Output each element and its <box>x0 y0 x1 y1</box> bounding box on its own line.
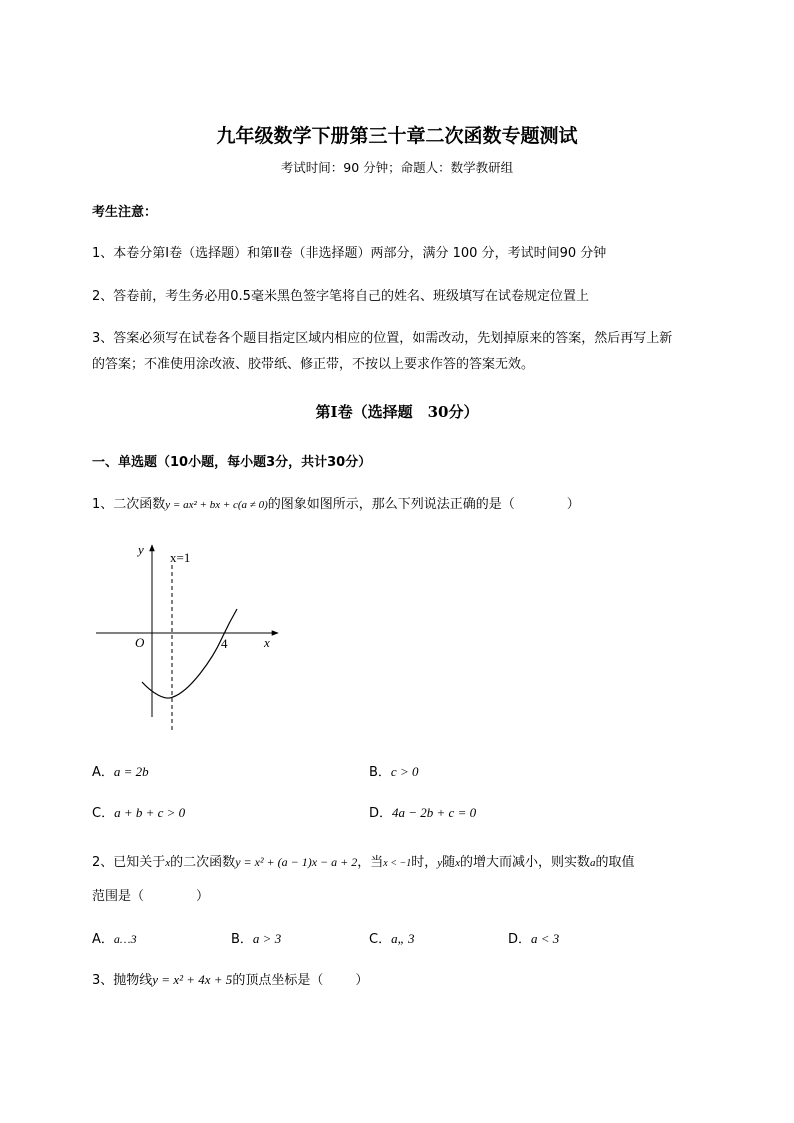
option-letter: C． <box>92 806 115 821</box>
q3-text: 3、抛物线 <box>92 973 153 988</box>
page-title: 九年级数学下册第三十章二次函数专题测试 <box>216 125 578 147</box>
exam-info: 考试时间：90 分钟；命题人：数学教研组 <box>280 160 514 175</box>
option-letter: D． <box>369 806 393 821</box>
q2-text: 的增大而减小，则实数 <box>460 855 591 870</box>
q2-text: 的二次函数 <box>170 855 236 870</box>
q2-option-b[interactable] <box>231 928 281 947</box>
question-1 <box>92 493 580 512</box>
option-letter: D． <box>508 932 532 947</box>
q2-option-d[interactable] <box>508 928 559 947</box>
q3-text: 的顶点坐标是（ <box>232 973 324 988</box>
option-letter: A． <box>92 765 114 780</box>
q2-close: ） <box>196 889 210 904</box>
option-text: 4a − 2b + c = 0 <box>392 805 477 820</box>
q2-option-a[interactable] <box>92 928 137 947</box>
q3-close: ） <box>355 973 369 988</box>
option-text: a + b + c > 0 <box>114 805 186 820</box>
x-axis-label: x <box>264 635 270 650</box>
q2-text: 时， <box>411 855 438 870</box>
option-letter: C． <box>369 932 392 947</box>
q1-option-d[interactable] <box>369 802 476 821</box>
q2-text: 范围是（ <box>92 889 145 904</box>
q2-text: 的取值 <box>595 855 635 870</box>
notice-item-3: 3、答案必须写在试卷各个题目指定区域内相应的位置，如需改动，先划掉原来的答案，然后再写上新 <box>92 331 673 346</box>
symmetry-label: x=1 <box>170 550 191 565</box>
q3-formula: y = x² + 4x + 5 <box>152 972 233 987</box>
question-2 <box>92 851 635 870</box>
option-text: c > 0 <box>390 764 419 779</box>
q2-option-c[interactable] <box>369 928 415 947</box>
section-title: 第Ⅰ卷（选择题 30分） <box>315 403 479 421</box>
q2-formula: y = x² + (a − 1)x − a + 2 <box>235 855 358 869</box>
q2-var: a <box>590 857 596 869</box>
option-letter: A． <box>92 932 114 947</box>
q2-text: 2、已知关于 <box>92 855 166 870</box>
question-2-cont <box>92 885 209 904</box>
question-3 <box>92 969 368 988</box>
option-text: a < 3 <box>531 931 560 946</box>
option-text: a…3 <box>113 932 137 946</box>
q1-prefix: 1、二次函数 <box>92 497 166 512</box>
option-text: a = 2b <box>113 764 149 779</box>
root-label: 4 <box>221 636 228 651</box>
parabola-curve <box>142 609 237 698</box>
option-text: a > 3 <box>252 931 282 946</box>
q1-option-a[interactable] <box>92 761 149 780</box>
q1-parabola-graph <box>90 535 290 735</box>
q2-var: y <box>437 857 443 869</box>
notice-item-1: 1、本卷分第Ⅰ卷（选择题）和第Ⅱ卷（非选择题）两部分，满分 100 分，考试时间90 分钟 <box>92 246 607 261</box>
notice-heading: 考生注意： <box>92 205 158 220</box>
q2-condition: x < −1 <box>383 858 412 869</box>
q1-option-b[interactable] <box>369 761 418 780</box>
option-text: a„ 3 <box>391 931 415 946</box>
y-axis-label: y <box>138 542 144 557</box>
notice-item-2: 2、答卷前，考生务必用0.5毫米黑色签字笔将自己的姓名、班级填写在试卷规定位置上 <box>92 289 589 304</box>
option-letter: B． <box>369 765 391 780</box>
q2-var: x <box>455 857 461 869</box>
q1-suffix: 的图象如图所示，那么下列说法正确的是（ <box>267 497 515 512</box>
notice-item-3-cont: 的答案；不准使用涂改液、胶带纸、修正带，不按以上要求作答的答案无效。 <box>92 357 535 372</box>
q2-text: 随 <box>442 855 456 870</box>
q1-option-c[interactable] <box>92 802 185 821</box>
origin-label: O <box>135 635 145 650</box>
q1-formula: y = ax² + bx + c(a ≠ 0) <box>165 499 268 511</box>
part-heading: 一、单选题（10小题，每小题3分，共计30分） <box>92 455 372 470</box>
q1-close: ） <box>566 497 580 512</box>
q2-var: x <box>165 857 171 869</box>
option-letter: B． <box>231 932 253 947</box>
q2-text: ，当 <box>357 855 384 870</box>
